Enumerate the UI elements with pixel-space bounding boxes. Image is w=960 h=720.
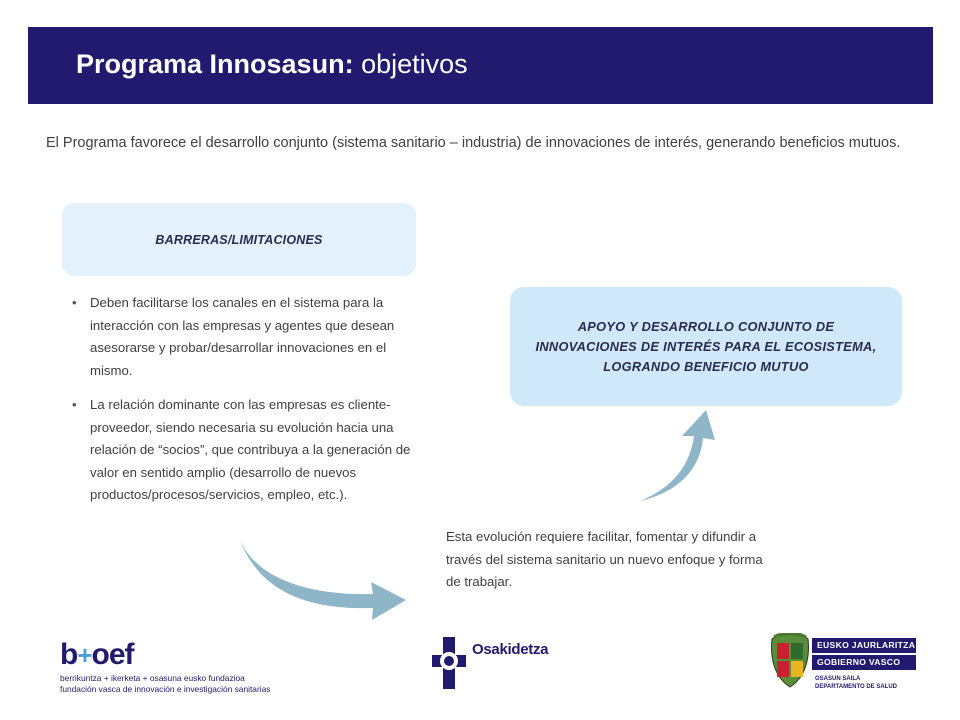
bioef-name-left: b (60, 638, 78, 671)
bioef-name-right: oef (91, 638, 134, 671)
coat-of-arms-icon (768, 633, 812, 689)
gobierno-name-basque: EUSKO JAURLARITZA (812, 638, 916, 653)
gobierno-vasco-bars (812, 638, 916, 672)
page-title (76, 49, 468, 80)
curved-arrow-up-icon (638, 408, 718, 504)
osakidetza-symbol-icon (432, 637, 466, 689)
page-title-light: objetivos (361, 49, 468, 79)
osakidetza-name: Osakidetza (472, 641, 549, 658)
goal-text: APOYO Y DESARROLLO CONJUNTO DE INNOVACIONES DE INTERÉS PARA EL ECOSISTEMA, LOGRANDO BENEFICIO MUTUO (535, 318, 877, 374)
bioef-logo (60, 640, 270, 695)
evolution-paragraph: Esta evolución requiere facilitar, fomentar y difundir a través del sistema sanitario un nuevo enfoque y forma de trabajar. (446, 529, 763, 589)
bioef-tagline-spanish: fundación vasca de innovación e investigación sanitarias (60, 684, 271, 694)
barrier-item: • La relación dominante con las empresas es cliente-proveedor, siendo necesaria su evolución hacia una relación de “socios”, que contribuya a la generación de valor en sentido amplio (desarrollo de nuevos productos/procesos/servicios, empleo, etc.). (70, 394, 420, 507)
gobierno-name-spanish: GOBIERNO VASCO (812, 655, 916, 670)
department-basque: OSASUN SAILA (815, 676, 861, 682)
department-spanish: DEPARTAMENTO DE SALUD (815, 684, 898, 690)
barrier-item: • Deben facilitarse los canales en el sistema para la interacción con las empresas y agentes que desean asesorarse y probar/desarrollar innovaciones en el mismo. (70, 292, 420, 382)
curved-arrow-right-icon (238, 538, 410, 622)
osakidetza-logo (432, 637, 548, 689)
title-banner (28, 27, 933, 104)
bioef-plus: + (77, 640, 92, 670)
department-name (815, 675, 897, 691)
goal-box (510, 287, 902, 406)
intro-paragraph: El Programa favorece el desarrollo conjunto (sistema sanitario – industria) de innovaciones de interés, generando beneficios mutuos. (46, 135, 901, 151)
barriers-box (62, 203, 416, 276)
barriers-list (70, 292, 420, 519)
barriers-title: BARRERAS/LIMITACIONES (155, 232, 323, 247)
page-title-bold: Programa Innosasun: (76, 49, 354, 79)
bioef-wordmark (60, 640, 270, 670)
bioef-tagline-basque: berrikuntza + ikerketa + osasuna eusko fundazioa (60, 673, 245, 683)
